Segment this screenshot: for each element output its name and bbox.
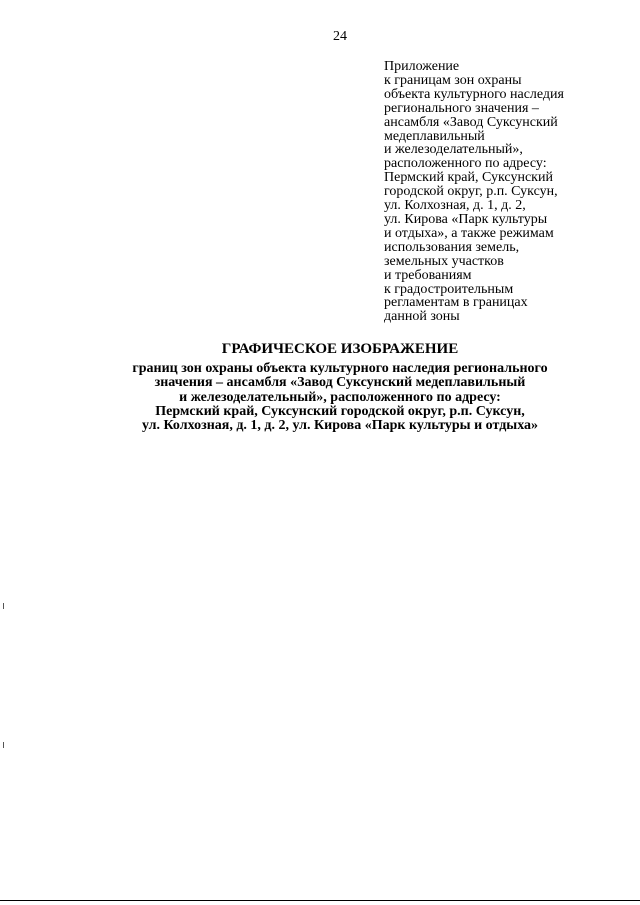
appendix-line: регламентам в границах [384, 295, 528, 311]
appendix-line: ансамбля «Завод Суксунский [384, 114, 558, 130]
appendix-line: к границам зон охраны [384, 72, 522, 88]
appendix-line: городской округ, р.п. Суксун, [384, 184, 558, 200]
subheading-line: границ зон охраны объекта культурного наследия регионального [132, 361, 548, 376]
subheading-line: значения – ансамбля «Завод Суксунский медеплавильный [154, 375, 526, 391]
subheading-line: и железоделательный», расположенного по адресу: [179, 389, 501, 405]
appendix-line: и отдыха», а также режимам [384, 225, 554, 241]
appendix-line: регионального значения – [384, 100, 539, 116]
appendix-line: расположенного по адресу: [384, 156, 547, 172]
document-heading: ГРАФИЧЕСКОЕ ИЗОБРАЖЕНИЕ [221, 341, 459, 357]
appendix-line: земельных участков [384, 253, 504, 269]
appendix-line: и требованиям [384, 267, 472, 283]
page-bottom-edge [0, 900, 640, 901]
page-number: 24 [333, 29, 347, 44]
subheading-line: ул. Колхозная, д. 1, д. 2, ул. Кирова «Парк культуры и отдыха» [141, 418, 539, 434]
appendix-line: Пермский край, Суксунский [384, 170, 553, 186]
scan-edge-mark [3, 742, 4, 748]
appendix-line: ул. Колхозная, д. 1, д. 2, [384, 198, 526, 214]
subheading-line: Пермский край, Суксунский городской округ, р.п. Суксун, [155, 403, 525, 419]
appendix-line: использования земель, [384, 239, 520, 255]
appendix-line: и железоделательный», [384, 142, 523, 158]
appendix-line: данной зоны [384, 309, 460, 325]
appendix-line: к градостроительным [384, 281, 514, 297]
appendix-note [384, 60, 624, 324]
appendix-line: Приложение [384, 59, 460, 74]
appendix-line: объекта культурного наследия [384, 86, 564, 102]
scan-edge-mark [3, 603, 4, 609]
appendix-line: медеплавильный [384, 128, 485, 144]
appendix-line: ул. Кирова «Парк культуры [384, 211, 548, 227]
document-subheading [0, 362, 640, 433]
